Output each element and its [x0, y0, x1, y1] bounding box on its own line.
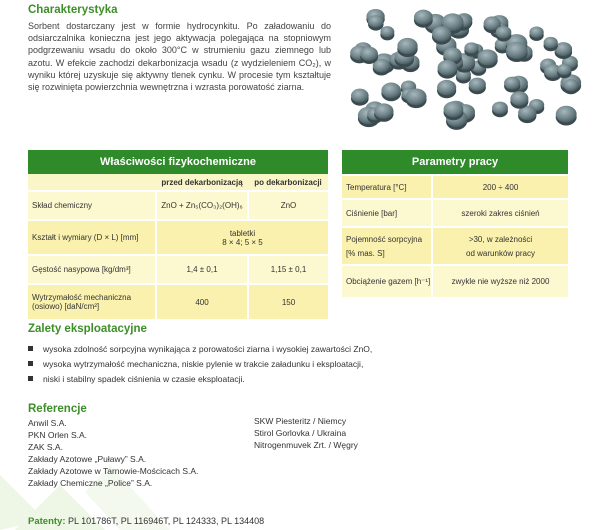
pellet [544, 37, 558, 48]
patents-value: PL 101786T, PL 116946T, PL 124333, PL 134408 [68, 516, 265, 526]
pellet [444, 101, 464, 117]
header-blank [28, 174, 156, 191]
params-table-title: Parametry pracy [342, 150, 568, 175]
params-table [342, 150, 568, 297]
col-header-after: po dekarbonizacji [248, 174, 328, 191]
pellet [443, 47, 461, 62]
reference-item: Zakłady Azotowe w Tarnowie-Mościcach S.A. [28, 466, 199, 477]
pellet [563, 79, 578, 91]
pellet [360, 47, 378, 61]
row-label-line: Pojemność sorpcyjna [346, 234, 423, 244]
cell-line: tabletki [229, 228, 256, 238]
pellet [380, 26, 394, 37]
references-column-2 [254, 415, 358, 451]
pellet [478, 49, 498, 65]
characteristics-title: Charakterystyka [28, 4, 118, 16]
cell-after: 150 [248, 284, 328, 319]
row-label-line: (osiowo) [daN/cm²] [32, 302, 100, 311]
patents-line [28, 516, 264, 527]
cell-line: >30, w zależności [468, 234, 533, 244]
col-header-before: przed dekarbonizacją [156, 174, 248, 191]
pellet [351, 89, 369, 103]
pellet [381, 83, 401, 99]
pellet [406, 88, 427, 105]
row-label: Gęstość nasypowa [kg/dm³] [28, 255, 156, 284]
row-label-line: Wytrzymałość mechaniczna [32, 293, 132, 302]
row-label: Obciążenie gazem [h⁻¹] [342, 265, 432, 297]
reference-item: PKN Orlen S.A. [28, 430, 88, 441]
cell-value: zwykle nie wyższe niż 2000 [432, 265, 568, 297]
properties-table [28, 150, 328, 319]
advantages-list [28, 341, 372, 386]
pellet [437, 80, 456, 95]
cell-value: szeroki zakres ciśnień [432, 199, 568, 227]
cell-before: ZnO + Zn₅(CO₃)₂(OH)₆ [156, 191, 248, 220]
advantages-title: Zalety eksploatacyjne [28, 323, 147, 335]
cell-before: 1,4 ± 0,1 [156, 255, 248, 284]
cell-value [432, 227, 568, 265]
pellet [397, 38, 417, 54]
row-label [342, 227, 432, 265]
references-column-1 [28, 417, 198, 490]
list-item [28, 371, 372, 386]
row-label-line: [% mas. S] [346, 248, 385, 258]
pellet [496, 26, 512, 38]
pellet [469, 78, 486, 92]
reference-item: Nitrogenmuvek Zrt. / Węgry [254, 440, 358, 451]
row-label: Kształt i wymiary (D × L) [mm] [28, 220, 156, 255]
properties-table-title: Właściwości fizykochemiczne [28, 150, 328, 174]
list-item-text: niski i stabilny spadek ciśnienia w czasie eksploatacji. [43, 373, 245, 384]
reference-item: Zakłady Chemiczne „Police” S.A. [28, 478, 153, 489]
bullet-icon [28, 361, 33, 366]
pellet [438, 60, 458, 76]
pellet [432, 26, 451, 41]
pellet [374, 103, 393, 118]
cell-before: 400 [156, 284, 248, 319]
reference-item: ZAK S.A. [28, 442, 63, 453]
cell-value: 200 ÷ 400 [432, 175, 568, 199]
sorbent-pellets-photo [338, 2, 588, 132]
reference-item: SKW Piesteritz / Niemcy [254, 416, 347, 426]
row-label [28, 284, 156, 319]
list-item-text: wysoka zdolność sorpcyjna wynikająca z porowatości ziarna i wysokiej zawartości ZnO, [43, 343, 373, 354]
pellet [506, 42, 527, 59]
references-title: Referencje [28, 403, 87, 415]
pellet [529, 26, 543, 37]
pellet [414, 10, 433, 25]
list-item-text: wysoka wytrzymałość mechaniczna, niskie pylenie w trakcie załadunku i eksploatacji, [43, 358, 364, 369]
pellet [556, 106, 577, 123]
pellet [557, 64, 571, 75]
pellet [368, 15, 383, 27]
cell-merged [156, 220, 328, 255]
row-label: Skład chemiczny [28, 191, 156, 220]
pellet [504, 77, 520, 90]
cell-line: od warunków pracy [466, 248, 535, 258]
bullet-icon [28, 346, 33, 351]
bullet-icon [28, 376, 33, 381]
list-item [28, 341, 372, 356]
pellet [510, 91, 528, 105]
reference-item: Zakłady Azotowe „Puławy” S.A. [28, 454, 147, 465]
reference-item: Stirol Gorlovka / Ukraina [254, 428, 347, 439]
characteristics-text: Sorbent dostarczany jest w formie hydrocynkitu. Po załadowaniu do odsiarczalnika konieczna jest jego aktywacja polegająca na stopniowym podgrzewaniu wsadu do około 300°C w strumieniu gazu ziemnego lub azotu. W efekcie zachodzi dekarbonizacja wsadu (z wydzieleniem CO₂), w wyniku której uzyskuje się aktywny tlenek cynku. W procesie tym kształtuje się rozwinięta powierzchnia wewnętrzna i wzrasta porowatość ziarna. [28, 21, 331, 93]
row-label: Temperatura [°C] [342, 175, 432, 199]
cell-line: 8 × 4; 5 × 5 [222, 237, 263, 247]
cell-after: ZnO [248, 191, 328, 220]
list-item [28, 356, 372, 371]
patents-label: Patenty: [28, 516, 66, 527]
cell-after: 1,15 ± 0,1 [248, 255, 328, 284]
pellet [464, 42, 478, 53]
row-label: Ciśnienie [bar] [342, 199, 432, 227]
pellet [492, 102, 508, 115]
reference-item: Anwil S.A. [28, 418, 67, 428]
